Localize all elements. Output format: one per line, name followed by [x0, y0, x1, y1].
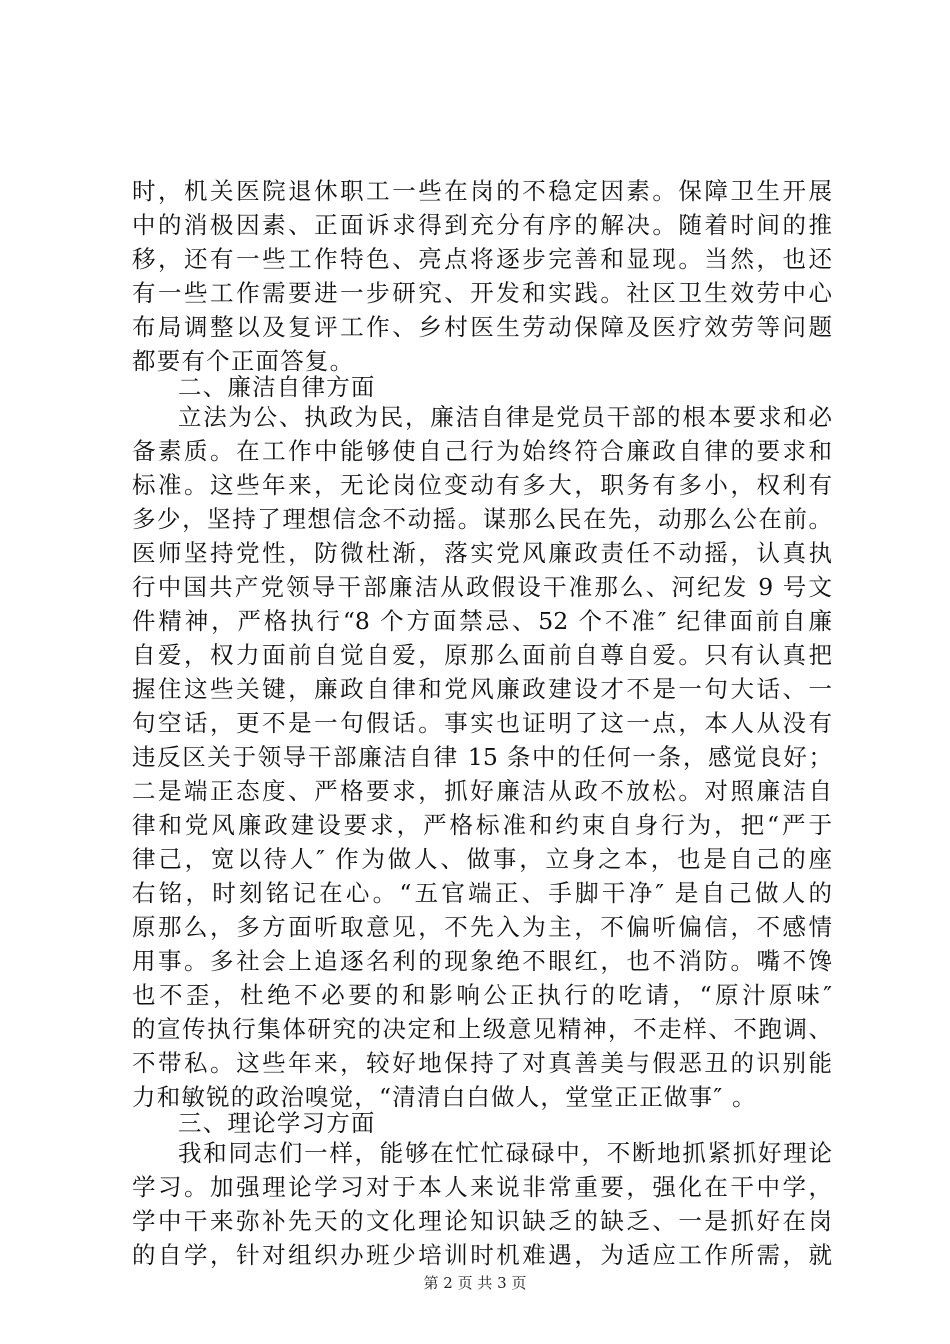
text-line: 力和敏锐的政治嗅觉，“清清白白做人，堂堂正正做事″ 。	[132, 1083, 757, 1111]
text-line: 我和同志们一样，能够在忙忙碌碌中，不断地抓紧抓好理论	[178, 1139, 832, 1167]
section-heading: 二、廉洁自律方面	[178, 373, 376, 401]
text-line: 律和党风廉政建设要求，严格标准和约束自身行为，把“严于	[132, 811, 832, 839]
text-line: 件精神，严格执行“8 个方面禁忌、52 个不准″ 纪律面前自廉	[132, 607, 832, 635]
text-line: 医师坚持党性，防微杜渐，落实党风廉政责任不动摇，认真执	[132, 539, 832, 567]
text-line: 也不歪，杜绝不必要的和影响公正执行的吃请，“原汁原味″	[132, 981, 832, 1009]
text-line: 自爱，权力面前自觉自爱，原那么面前自尊自爱。只有认真把	[132, 641, 832, 669]
text-line: 原那么，多方面听取意见，不先入为主，不偏听偏信，不感情	[132, 913, 832, 941]
text-line: 用事。多社会上追逐名利的现象绝不眼红，也不消防。嘴不馋	[132, 947, 832, 975]
text-line: 立法为公、执政为民，廉洁自律是党员干部的根本要求和必	[178, 403, 832, 431]
text-line: 都要有个正面答复。	[132, 347, 355, 375]
text-line: 备素质。在工作中能够使自己行为始终符合廉政自律的要求和	[132, 437, 832, 465]
text-line: 多少，坚持了理想信念不动摇。谋那么民在先，动那么公在前。	[132, 505, 832, 533]
text-line: 的自学，针对组织办班少培训时机难遇，为适应工作所需，就	[132, 1241, 832, 1269]
text-line: 行中国共产党领导干部廉洁从政假设干准那么、河纪发 9 号文	[132, 573, 832, 601]
page-number-footer: 第 2 页 共 3 页	[423, 1274, 527, 1292]
text-line: 布局调整以及复评工作、乡村医生劳动保障及医疗效劳等问题	[132, 313, 832, 341]
text-line: 有一些工作需要进一步研究、开发和实践。社区卫生效劳中心	[132, 279, 832, 307]
text-line: 不带私。这些年来，较好地保持了对真善美与假恶丑的识别能	[132, 1049, 832, 1077]
text-line: 句空话，更不是一句假话。事实也证明了这一点，本人从没有	[132, 709, 832, 737]
text-line: 二是端正态度、严格要求，抓好廉洁从政不放松。对照廉洁自	[132, 777, 832, 805]
text-line: 的宣传执行集体研究的决定和上级意见精神，不走样、不跑调、	[132, 1015, 832, 1043]
section-heading: 三、理论学习方面	[178, 1109, 376, 1137]
text-line: 移，还有一些工作特色、亮点将逐步完善和显现。当然，也还	[132, 245, 832, 273]
text-line: 标准。这些年来，无论岗位变动有多大，职务有多小，权利有	[132, 471, 832, 499]
text-line: 学习。加强理论学习对于本人来说非常重要，强化在干中学，	[132, 1173, 832, 1201]
text-line: 中的消极因素、正面诉求得到充分有序的解决。随着时间的推	[132, 211, 832, 239]
text-line: 学中干来弥补先天的文化理论知识缺乏的缺乏、一是抓好在岗	[132, 1207, 832, 1235]
text-line: 右铭，时刻铭记在心。“五官端正、手脚干净″ 是自己做人的	[132, 879, 832, 907]
text-line: 握住这些关键，廉政自律和党风廉政建设才不是一句大话、一	[132, 675, 832, 703]
text-line: 律己，宽以待人″ 作为做人、做事，立身之本，也是自己的座	[132, 845, 832, 873]
text-line: 时，机关医院退休职工一些在岗的不稳定因素。保障卫生开展	[132, 177, 832, 205]
text-line: 违反区关于领导干部廉洁自律 15 条中的任何一条，感觉良好；	[132, 743, 832, 771]
